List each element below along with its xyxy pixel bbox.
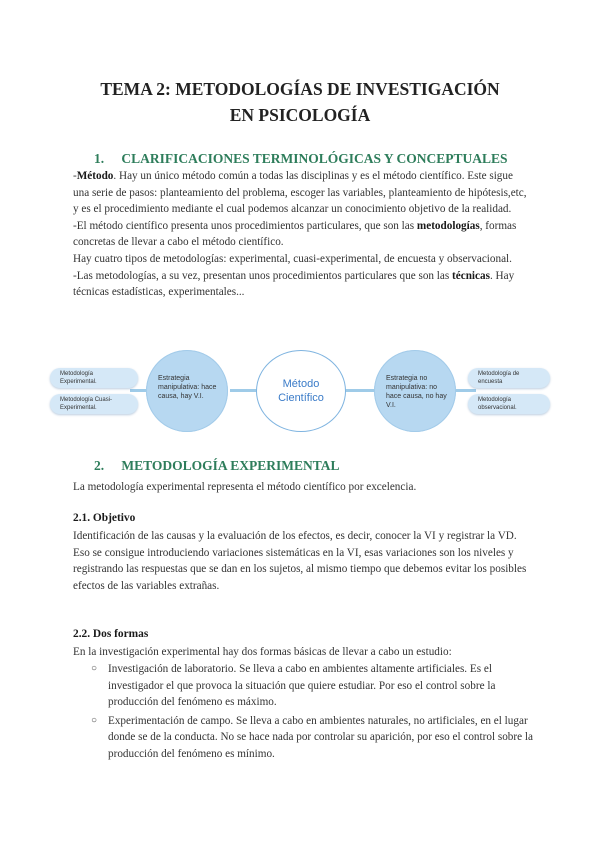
dos-formas-intro: En la investigación experimental hay dos formas básicas de llevar a cabo un estudio: bbox=[73, 646, 452, 658]
circle-manipulative: Estrategia manipulativa: hace causa, hay V.I. bbox=[146, 350, 228, 432]
title-line-1: TEMA 2: METODOLOGÍAS DE INVESTIGACIÓN bbox=[100, 79, 500, 99]
section-2-number: 2. bbox=[94, 458, 105, 473]
paragraph-tipos: Hay cuatro tipos de metodologías: experimental, cuasi-experimental, de encuesta y observacional. bbox=[73, 252, 512, 265]
term-tecnicas: técnicas bbox=[452, 269, 490, 282]
term-metodologias: metodologías bbox=[416, 219, 480, 232]
paragraph-tecnicas: -Las metodologías, a su vez, presentan unos procedimientos particulares que son las técnicas. Hay técnicas estadísticas, experimentales... bbox=[73, 269, 515, 299]
subsection-objetivo-heading: 2.1. Objetivo bbox=[73, 512, 136, 524]
section-1-body bbox=[73, 168, 531, 301]
section-1-title: CLARIFICACIONES TERMINOLÓGICAS Y CONCEPTUALES bbox=[121, 151, 508, 166]
pill-encuesta: Metodología de encuesta bbox=[468, 368, 550, 388]
pill-cuasi-experimental: Metodología Cuasi-Experimental. bbox=[50, 394, 138, 414]
section-1-heading bbox=[94, 151, 508, 167]
objetivo-paragraph-2: Eso se consigue introduciendo variaciones sistemáticas en la VI, esas variaciones son los niveles y registrando las respuestas que se dan en los sujetos, al mismo tiempo que debemos evitar los posibles efectos de las variables extrañas. bbox=[73, 546, 527, 592]
list-item: ○ Investigación de laboratorio. Se lleva a cabo en ambientes altamente artificiales. Es el investigador el que provoca la situación que quiere estudiar. Por eso el control sobre la producción del fenómeno es máximo. bbox=[91, 663, 496, 709]
methodology-diagram bbox=[50, 350, 550, 432]
subsection-objetivo-body bbox=[73, 528, 531, 594]
section-2-title: METODOLOGÍA EXPERIMENTAL bbox=[121, 458, 340, 473]
section-2-heading bbox=[94, 458, 340, 474]
paragraph-metodo: -Método. Hay un único método común a todas las disciplinas y es el método científico. Este sigue una serie de pasos: planteamiento del problema, escoger las variables, planteamiento de hipótesis,etc, y es el procedimiento mediante el cual podemos alcanzar un conocimiento objetivo de la realidad. bbox=[73, 170, 527, 216]
center-line-1: Método bbox=[282, 378, 320, 390]
subsection-dos-formas-heading: 2.2. Dos formas bbox=[73, 628, 149, 640]
term-metodo: Método bbox=[76, 170, 114, 182]
document-title bbox=[60, 76, 540, 128]
pill-experimental: Metodología Experimental. bbox=[50, 368, 138, 388]
bullet-circle-icon: ○ bbox=[91, 663, 98, 674]
title-line-2: EN PSICOLOGÍA bbox=[229, 105, 371, 125]
circle-non-manipulative: Estrategia no manipulativa: no hace causa, no hay V.I. bbox=[374, 350, 456, 432]
pill-observacional: Metodología observacional. bbox=[468, 394, 550, 414]
section-1-number: 1. bbox=[94, 151, 105, 166]
section-2-intro: La metodología experimental representa el método científico por excelencia. bbox=[73, 481, 417, 493]
center-line-2: Científico bbox=[278, 392, 324, 404]
circle-metodo-cientifico bbox=[256, 350, 346, 432]
paragraph-metodologias: -El método científico presenta unos procedimientos particulares, que son las metodologías, formas concretas de llevar a cabo el método científico. bbox=[73, 219, 517, 249]
list-item: ○ Experimentación de campo. Se lleva a cabo en ambientes naturales, no artificiales, en el lugar donde se de la conducta. No se hace nada por controlar su aparición, por eso el control sobre la producción del fenómeno es mínimo. bbox=[91, 714, 533, 760]
objetivo-paragraph-1: Identificación de las causas y la evaluación de los efectos, es decir, conocer la VI y registrar la VD. bbox=[73, 530, 517, 542]
connector-right-center bbox=[342, 389, 376, 392]
dos-formas-list bbox=[88, 661, 533, 765]
bullet-circle-icon: ○ bbox=[91, 714, 98, 726]
